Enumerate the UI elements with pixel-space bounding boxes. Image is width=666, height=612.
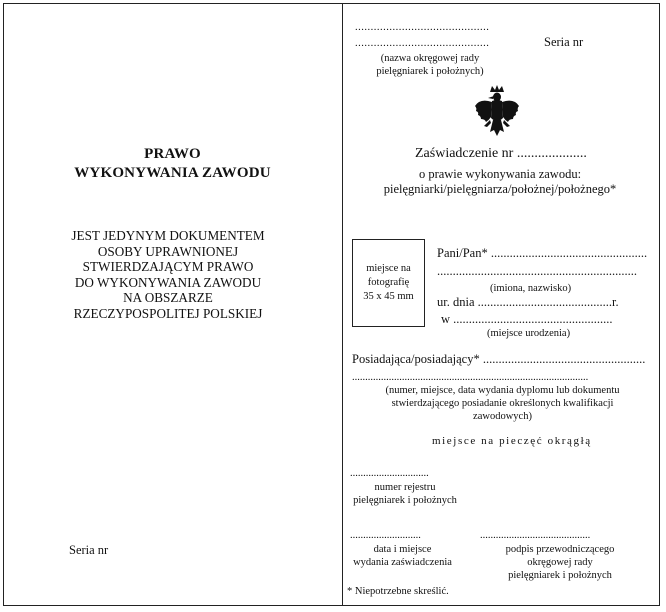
council-caption: [355, 52, 505, 78]
signature-caption-line: podpis przewodniczącego: [505, 544, 615, 555]
polish-eagle-emblem-icon: [472, 84, 522, 142]
certificate-title: Zaświadczenie nr ....................: [415, 146, 587, 161]
right-seria-label: Seria nr: [544, 35, 584, 49]
issue-date-dots-line: ...........................: [350, 530, 421, 541]
left-statement-line: DO WYKONYWANIA ZAWODU: [74, 274, 262, 290]
register-caption: [345, 481, 465, 507]
signature-caption-line: okręgowej rady: [527, 557, 593, 568]
signature-caption: [485, 543, 635, 582]
name-caption: (imiona, nazwisko): [490, 283, 572, 294]
left-statement-line: RZECZYPOSPOLITEJ POLSKIEJ: [73, 305, 263, 321]
council-caption-line: pielęgniarek i położnych): [376, 66, 484, 77]
signature-caption-line: pielęgniarek i położnych: [508, 570, 612, 581]
issue-date-caption-line: wydania zaświadczenia: [353, 557, 452, 568]
photo-caption-line: fotografię: [367, 277, 410, 288]
birth-date-field: ur. dnia ...........................................r.: [437, 295, 619, 309]
diploma-caption-line: stwierdzającego posiadanie określonych kwalifikacji: [391, 398, 614, 409]
left-statement-line: OSOBY UPRAWNIONEJ: [97, 243, 239, 259]
left-seria-label: Seria nr: [69, 543, 109, 557]
left-title: [3, 145, 342, 183]
register-dots-line: ..............................: [350, 468, 429, 479]
diploma-dots-line: ..........................................................................................: [352, 372, 589, 383]
footnote: * Niepotrzebne skreślić.: [347, 586, 449, 597]
diploma-caption: [355, 384, 650, 423]
birth-place-field: w ...................................................: [441, 312, 613, 326]
signature-dots-line: ..........................................: [480, 530, 591, 541]
left-statement-line: STWIERDZAJĄCYM PRAWO: [82, 259, 254, 274]
diploma-holder-field: Posiadająca/posiadający* ....................................................: [352, 352, 646, 366]
certificate-subtitle: [360, 167, 640, 197]
pani-pan-field: Pani/Pan* ..................................................: [437, 246, 648, 260]
photo-caption-line: miejsce na: [366, 263, 411, 274]
left-statement-line: JEST JEDYNYM DOKUMENTEM: [71, 228, 265, 243]
issue-date-caption-line: data i miejsce: [373, 544, 432, 555]
diploma-caption-line: (numer, miejsce, data wydania dyplomu lub dokumentu: [385, 385, 620, 396]
left-statement-line: NA OBSZARZE: [123, 290, 213, 305]
left-title-line1: PRAWO: [144, 146, 201, 162]
seal-placeholder-label: miejsce na pieczęć okrągłą: [432, 435, 592, 447]
photo-placeholder-box: [352, 239, 425, 327]
council-name-dots-1: ...........................................: [355, 22, 490, 33]
diploma-caption-line: zawodowych): [473, 411, 532, 422]
certificate-subtitle-line: pielęgniarki/pielęgniarza/położnej/położnego*: [383, 182, 617, 196]
birth-place-caption: (miejsce urodzenia): [487, 328, 571, 339]
photo-caption-line: 35 x 45 mm: [363, 291, 414, 302]
certificate-subtitle-line: o prawie wykonywania zawodu:: [418, 167, 582, 181]
page-divider: [342, 3, 343, 606]
name-dots-line: ................................................................: [437, 264, 637, 278]
left-statement: [3, 228, 333, 321]
council-caption-line: (nazwa okręgowej rady: [380, 53, 480, 64]
issue-date-caption: [340, 543, 465, 569]
register-caption-line: numer rejestru: [374, 482, 436, 493]
council-name-dots-2: ...........................................: [355, 38, 490, 49]
register-caption-line: pielęgniarek i położnych: [353, 495, 457, 506]
left-title-line2: WYKONYWANIA ZAWODU: [74, 165, 271, 181]
